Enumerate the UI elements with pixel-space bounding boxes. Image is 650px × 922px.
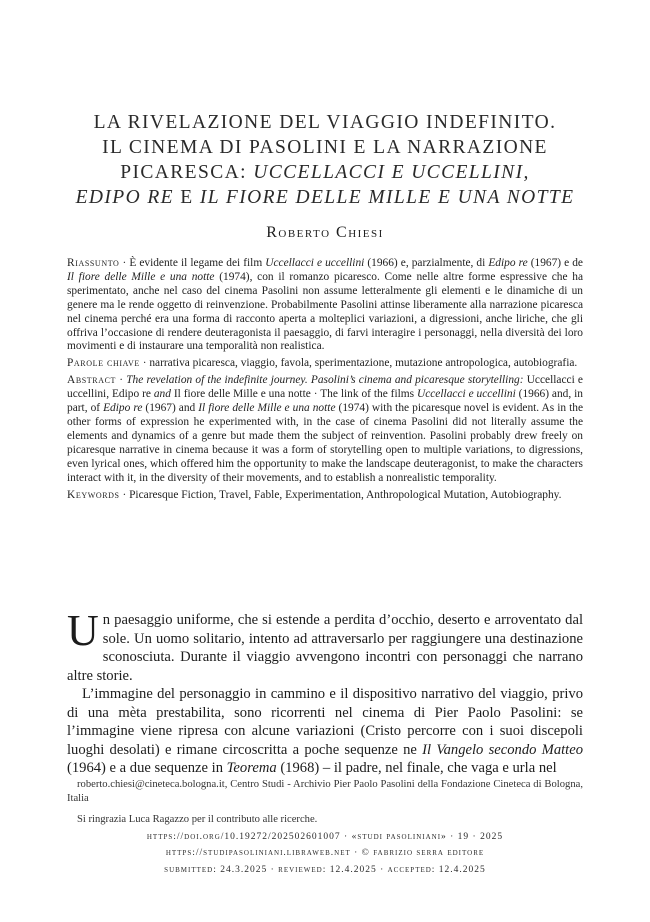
bibliographic-info — [60, 829, 590, 878]
drop-cap: U — [67, 606, 99, 655]
body-paragraph — [67, 685, 583, 778]
title-line: IL CINEMA DI PASOLINI E LA NARRAZIONE — [102, 137, 548, 158]
author-affiliation: roberto.chiesi@cineteca.bologna.it, Centro Studi - Archivio Pier Paolo Pasolini della Fondazione Cineteca di Bologna, Italia — [67, 779, 583, 804]
footnote — [67, 778, 583, 833]
separator: · — [119, 257, 130, 269]
text-run: (1966) and, in part, of — [67, 388, 583, 415]
parole-chiave-label: Parole chiave — [67, 357, 140, 370]
abstract-paragraph — [67, 374, 583, 485]
text-run: n paesaggio uniforme, che si estende a perdita d’occhio, deserto e arroventato dal sole. Un uomo solitario, intento ad attraversarlo per raggiungere una destinazione sconosciuta. Durante il viaggio avvengono incontri con personaggi che narrano altre storie. — [67, 612, 583, 684]
separator: · — [119, 488, 130, 501]
author-name: Roberto Chiesi — [266, 224, 384, 241]
text-run: (1967) and — [142, 402, 199, 415]
film-title: Teorema — [226, 760, 277, 776]
separator: · — [139, 357, 150, 370]
site-line: https://studipasoliniani.libraweb.net · © fabrizio serra editore — [165, 848, 485, 859]
text-run: (1974) with the picaresque novel is evident. As in the other forms of expression he experimented with, in the case of cinema Pasolini did not literally assume the elements and dynamics of a genre but made them the subject of reinvention. Pasolini probably drew freely on picaresque narrative in cinema because it was a form of storytelling open to multiple variations, to digressions, even lyrical ones, which offered him the opportunity to make the landscape deuteragonist, to make the characters interact with it, in the diversity of their movements, and to establish a nonrealistic temporality. — [67, 402, 584, 484]
text-run: L’immagine del personaggio in cammino e il dispositivo narrativo del viaggio, privo di una mèta prestabilita, sono ricorrenti nel cinema di Pier Paolo Pasolini: se l’immagine viene ripresa con alcune variazioni (Cristo percorre con i suoi discepoli luoghi desolati) e rimane circoscritta a poche sequenze ne — [67, 686, 583, 758]
text-run: (1974), con il romanzo picaresco. Come nelle altre forme espressive che ha sperimentato, anche nel caso del cinema Pasolini non assume letteralmente gli elementi e le dinamiche di un genere ma le rende oggetto di reinvenzione. Probabilmente Pasolini attinse liberamente alla narrazione picaresca nel cinema perché era una forma di racconto aperta a molteplici variazioni, a digressioni, anche liriche, che gli offriva l’occasione di rendere deuteragonista il paesaggio, di farvi interagire i personaggi, nella diversità dei loro movimenti e di instaurare una temporalità non realistica. — [67, 270, 583, 353]
riassunto-label: Riassunto — [67, 257, 120, 269]
film-title: Edipo re — [488, 257, 528, 269]
text-run: (1966) e, parzialmente, di — [364, 257, 489, 269]
film-title: Il fiore delle Mille e una notte — [198, 402, 336, 415]
text-run: (1964) e a due sequenze in — [67, 760, 227, 776]
title-text: E — [173, 187, 200, 208]
separator: · — [116, 374, 127, 387]
title-text: PICARESCA: — [120, 162, 254, 183]
riassunto-paragraph — [67, 257, 583, 354]
text-run: and — [153, 388, 171, 401]
text-run: narrativa picaresca, viaggio, favola, sperimentazione, mutazione antropologica, autobiografia. — [149, 357, 578, 370]
keywords-paragraph — [67, 489, 583, 503]
film-title: EDIPO RE — [75, 187, 174, 208]
text-run: Il fiore delle Mille e una notte — [170, 388, 311, 401]
abstracts-section — [67, 257, 583, 505]
text-run: Uccellacci e uccellini, Edipo re — [67, 374, 583, 401]
film-title: Edipo re — [103, 402, 143, 415]
title-line: LA RIVELAZIONE DEL VIAGGIO INDEFINITO. — [93, 112, 557, 133]
title-line — [60, 185, 590, 210]
dates-line: submitted: 24.3.2025 · reviewed: 12.4.2025 · accepted: 12.4.2025 — [164, 864, 486, 875]
acknowledgement: Si ringrazia Luca Ragazzo per il contributo alle ricerche. — [77, 814, 318, 825]
film-title: Uccellacci e uccellini — [416, 388, 516, 401]
article-title — [60, 110, 590, 210]
text-run: È evidente il legame dei film — [129, 257, 266, 269]
title-line — [60, 160, 590, 185]
keywords-label: Keywords — [67, 488, 120, 501]
film-title: IL FIORE DELLE MILLE E UNA NOTTE — [199, 187, 575, 208]
article-body — [67, 606, 583, 778]
film-title: UCCELLACCI E UCCELLINI, — [253, 162, 530, 183]
film-title: Uccellacci e uccellini — [265, 257, 365, 269]
text-run: Picaresque Fiction, Travel, Fable, Experimentation, Anthropological Mutation, Autobiography. — [129, 488, 562, 501]
doi-line: https://doi.org/10.19272/202502601007 · «studi pasoliniani» · 19 · 2025 — [146, 832, 504, 842]
body-paragraph — [67, 606, 583, 685]
abstract-label: Abstract — [67, 374, 117, 387]
text-run: · The link of the films — [310, 388, 417, 401]
film-title: Il fiore delle Mille e una notte — [67, 270, 215, 283]
text-run: (1968) – il padre, nel finale, che vaga e urla nel — [276, 760, 557, 776]
abstract-title: The revelation of the indefinite journey. Pasolini’s cinema and picaresque storytelling: — [126, 374, 524, 387]
parole-chiave-paragraph — [67, 357, 583, 371]
film-title: Il Vangelo secondo Matteo — [422, 741, 583, 758]
text-run: (1967) e de — [527, 257, 583, 269]
